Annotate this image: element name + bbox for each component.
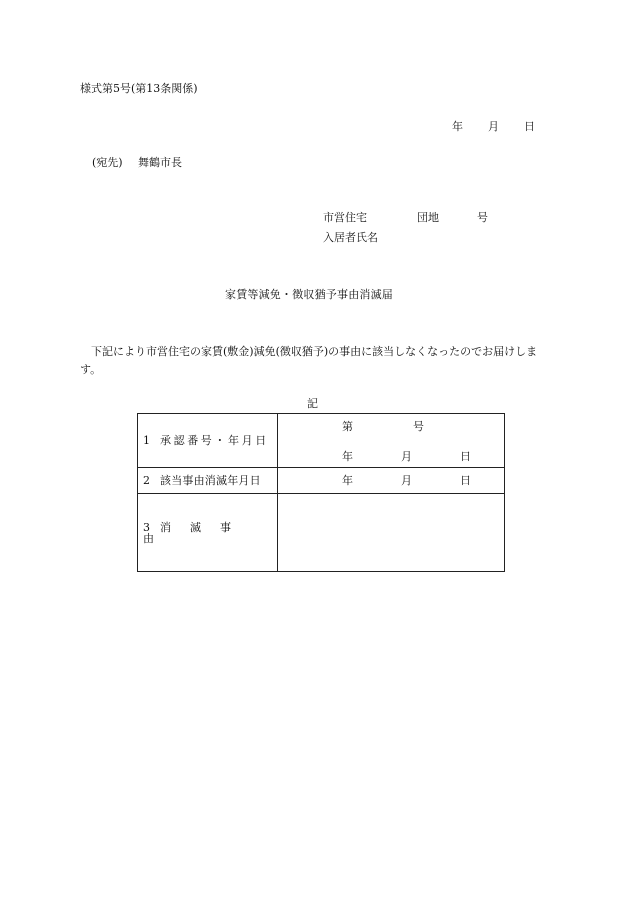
table-row (138, 414, 505, 468)
reason-value-cell[interactable] (278, 494, 505, 572)
day-label: 日 (460, 474, 471, 487)
form-number: 様式第5号(第13条関係) (80, 82, 198, 95)
housing-number-label: 号 (477, 211, 488, 224)
row-label: 承認番号・年月日 (160, 434, 269, 447)
date-year-label: 年 (452, 120, 463, 133)
row-label-expiry-date (138, 468, 278, 494)
row-label-reason (138, 494, 278, 572)
year-label: 年 (342, 450, 353, 463)
row-label: 消滅事由 (143, 520, 250, 545)
month-label: 月 (401, 450, 412, 463)
dai-label: 第 (342, 420, 353, 433)
expiry-date-value-cell[interactable] (278, 468, 505, 494)
approval-value-cell[interactable] (278, 414, 505, 468)
month-label: 月 (401, 474, 412, 487)
ki-label: 記 (307, 397, 318, 410)
housing-label: 市営住宅 (323, 211, 367, 224)
row-label-approval (138, 414, 278, 468)
date-day-label: 日 (524, 120, 535, 133)
go-label: 号 (413, 420, 424, 433)
addressee-name: 舞鶴市長 (138, 156, 182, 169)
year-label: 年 (342, 474, 353, 487)
addressee-label: (宛先) (92, 156, 123, 169)
row-number: 1 (143, 434, 150, 447)
danchi-label: 団地 (417, 211, 439, 224)
row-number: 2 (143, 474, 150, 487)
table-row (138, 494, 505, 572)
table-row (138, 468, 505, 494)
day-label: 日 (460, 450, 471, 463)
row-number: 3 (143, 520, 150, 534)
date-month-label: 月 (488, 120, 499, 133)
row-label: 該当事由消滅年月日 (160, 474, 261, 487)
detail-table (137, 413, 505, 572)
document-title: 家賃等減免・徴収猶予事由消滅届 (225, 288, 393, 301)
body-text: 下記により市営住宅の家賃(敷金)減免(徴収猶予)の事由に該当しなくなったのでお届けします。 (80, 345, 538, 376)
resident-name-label: 入居者氏名 (323, 231, 378, 244)
